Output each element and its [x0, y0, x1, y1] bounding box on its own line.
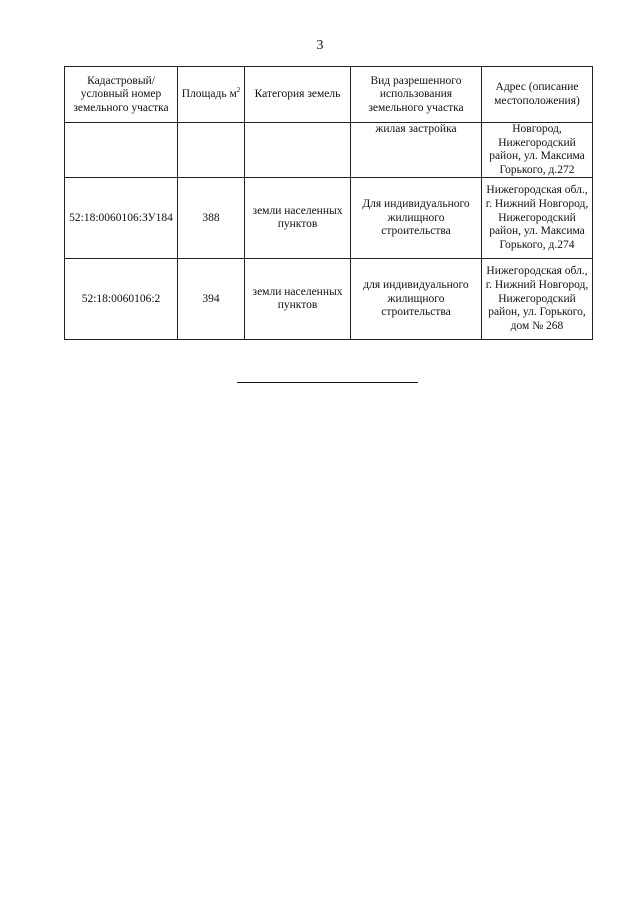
cell-permitted-use: для индивидуального жилищного строительства — [351, 259, 482, 340]
header-address: Адрес (описание местоположения) — [482, 67, 593, 123]
cell-area: 394 — [178, 259, 245, 340]
header-area-label: Площадь м — [181, 88, 237, 101]
header-area — [178, 67, 245, 123]
cell-land-category: земли населенных пунктов — [245, 259, 351, 340]
cell-area — [178, 123, 245, 178]
cell-cadastral-number: 52:18:0060106:2 — [65, 259, 178, 340]
cell-permitted-use: жилая застройка — [351, 123, 482, 178]
table-row — [65, 178, 593, 259]
cell-address: Нижегородская обл., г. Нижний Новгород, Нижегородский район, ул. Максима Горького, д.274 — [482, 178, 593, 259]
cell-land-category: земли населенных пунктов — [245, 178, 351, 259]
table-row — [65, 259, 593, 340]
header-land-category: Категория земель — [245, 67, 351, 123]
cell-address: Новгород, Нижегородский район, ул. Максима Горького, д.272 — [482, 123, 593, 178]
cell-cadastral-number: 52:18:0060106:ЗУ184 — [65, 178, 178, 259]
cell-permitted-use: Для индивидуального жилищного строительства — [351, 178, 482, 259]
header-area-unit-superscript: 2 — [236, 86, 241, 95]
cell-land-category — [245, 123, 351, 178]
cell-area: 388 — [178, 178, 245, 259]
cell-cadastral-number — [65, 123, 178, 178]
land-parcels-table — [64, 66, 593, 340]
cell-address: Нижегородская обл., г. Нижний Новгород, Нижегородский район, ул. Горького, дом № 268 — [482, 259, 593, 340]
header-cadastral-number: Кадастровый/ условный номер земельного участка — [65, 67, 178, 123]
table-row — [65, 123, 593, 178]
page-number: 3 — [316, 38, 324, 53]
separator-line — [237, 382, 418, 383]
header-permitted-use: Вид разрешенного использования земельного участка — [351, 67, 482, 123]
table-header-row — [65, 67, 593, 123]
